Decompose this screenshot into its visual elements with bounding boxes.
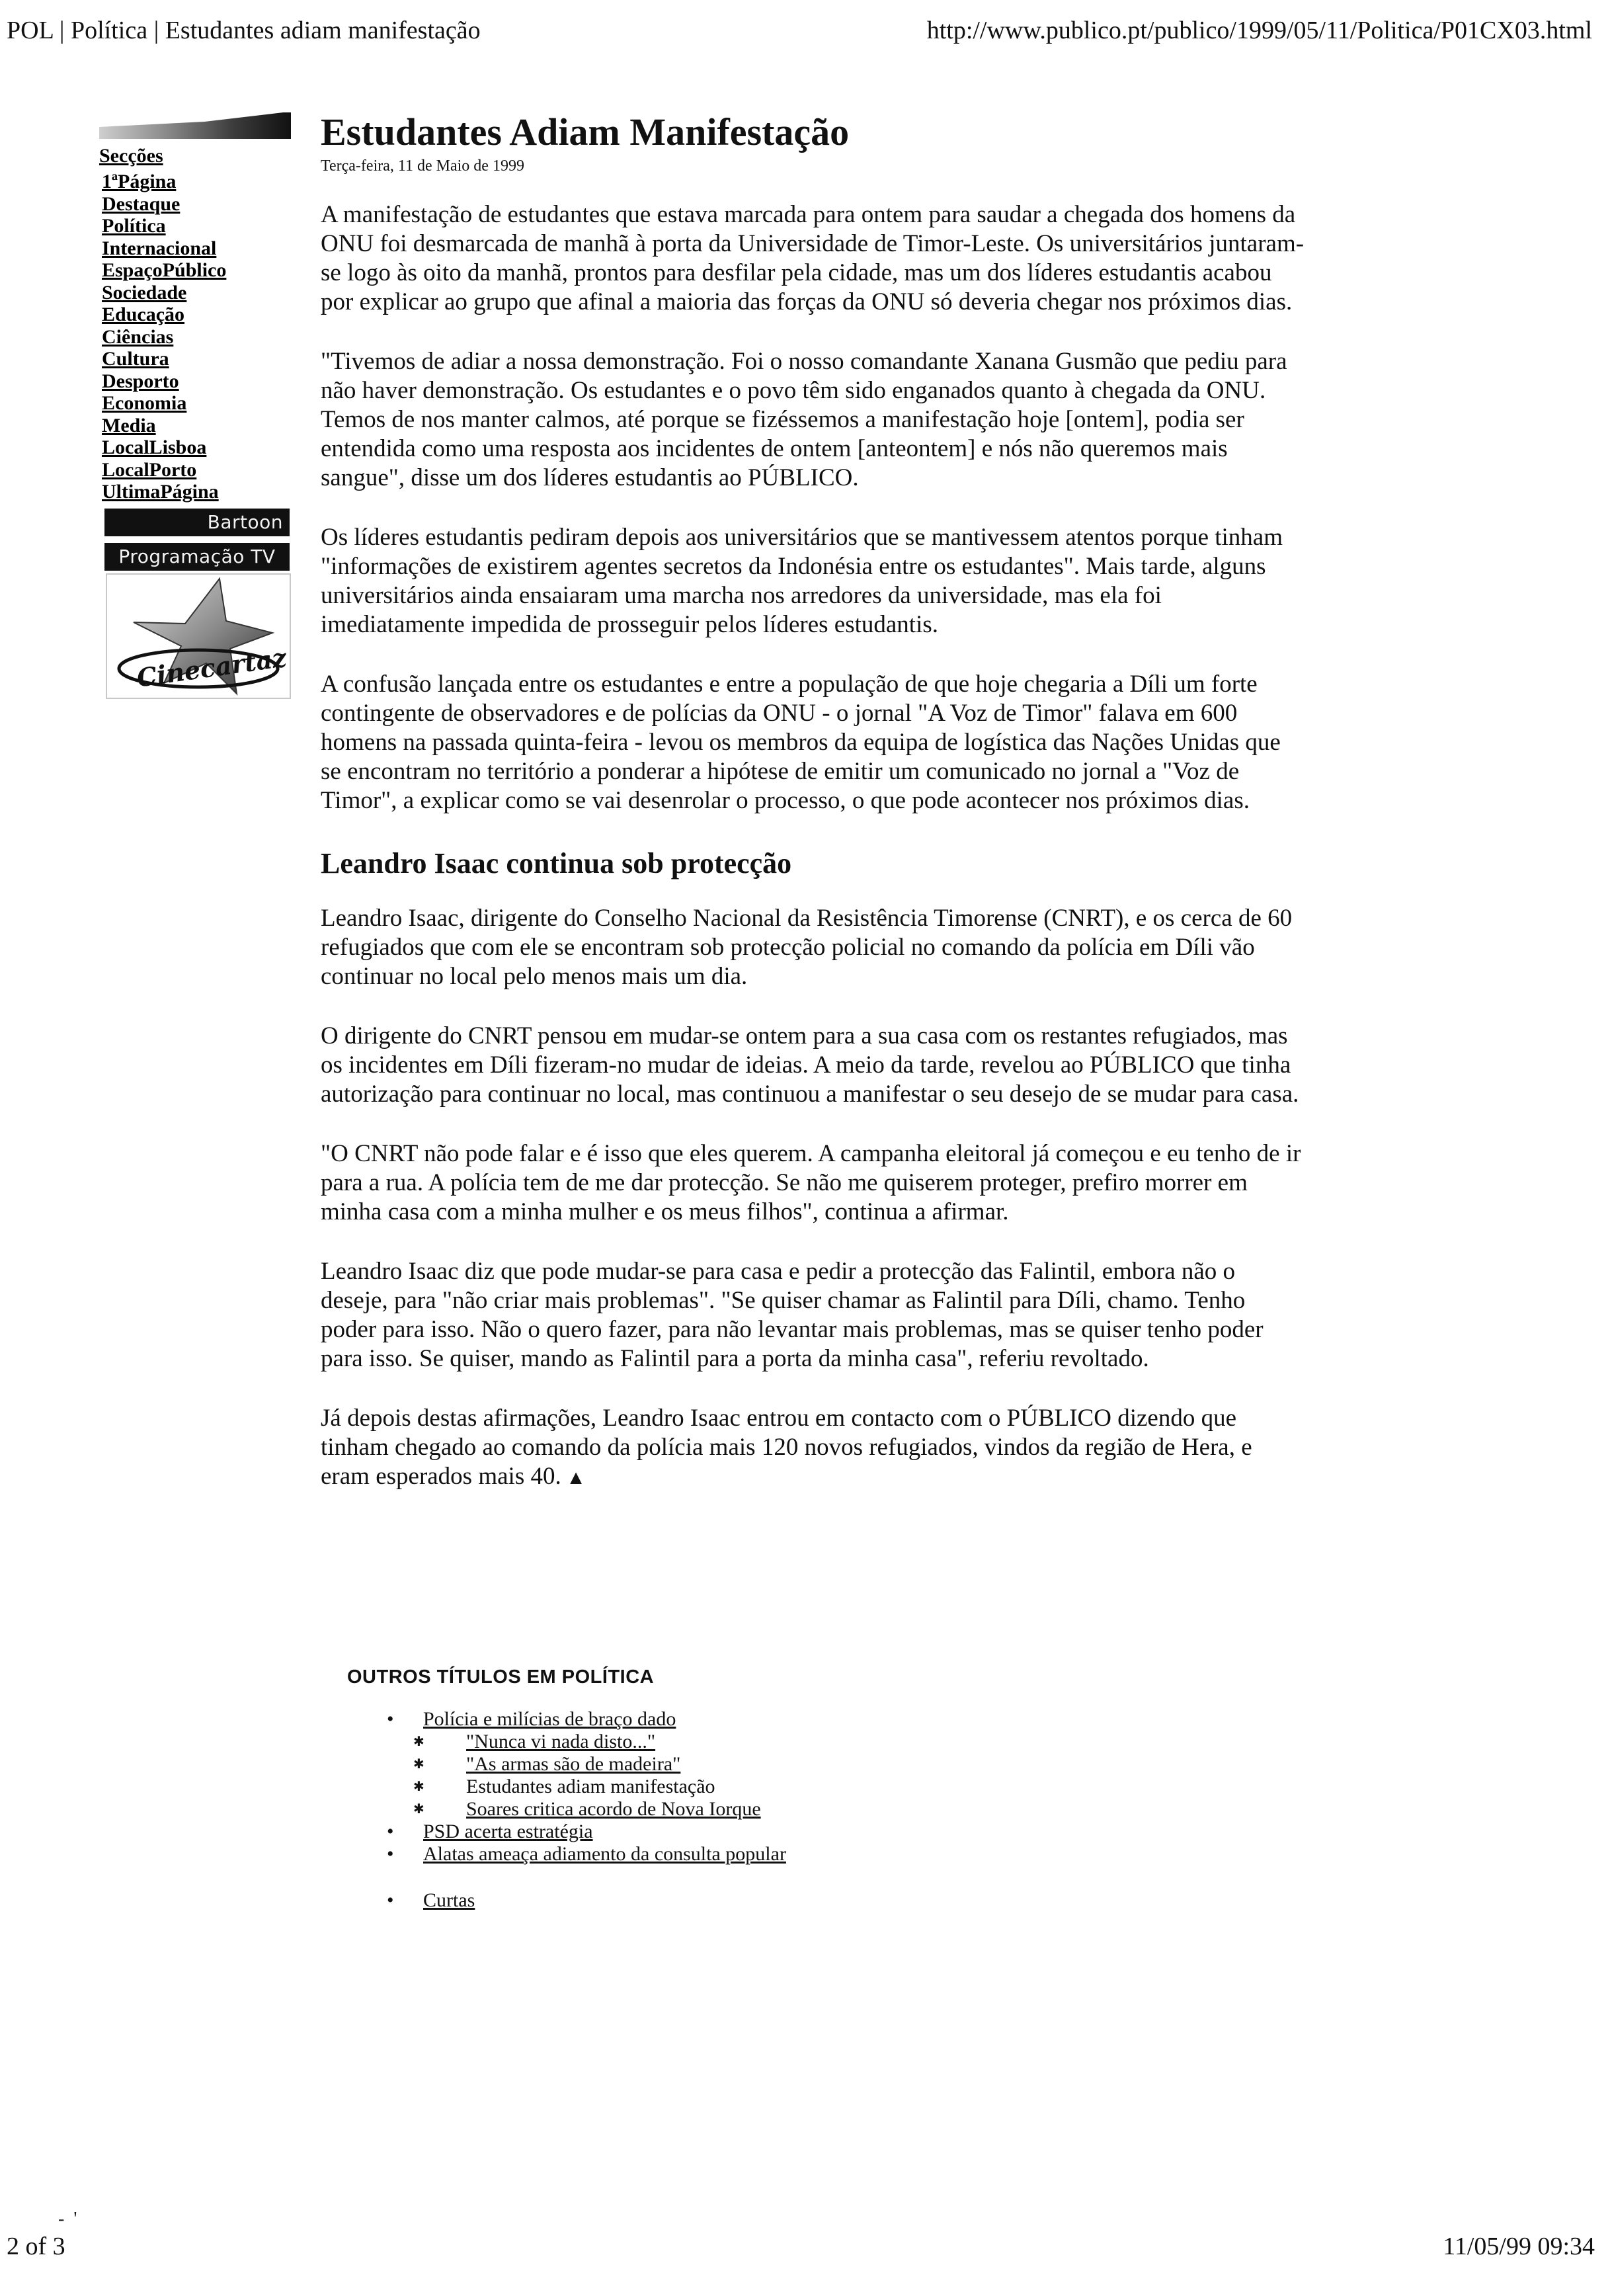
related-item[interactable]	[347, 1843, 1141, 1866]
bullet-icon: •	[387, 1708, 394, 1730]
related-item-label[interactable]: Curtas	[423, 1889, 475, 1911]
sidebar-item-13[interactable]: LocalPorto	[102, 458, 197, 481]
print-header-title: POL | Política | Estudantes adiam manifestação	[7, 17, 481, 44]
article-body-part-1	[321, 200, 1306, 815]
related-item[interactable]	[347, 1798, 1141, 1821]
sidebar-heading[interactable]: Secções	[99, 145, 163, 167]
bullet-icon: ✱	[413, 1757, 424, 1772]
article-paragraph: "Tivemos de adiar a nossa demonstração. Foi o nosso comandante Xanana Gusmão que pediu para não haver demonstração. Os estudantes e o povo têm sido enganados quanto à chegada da ONU. Temos de nos manter calmos, até porque se fizéssemos a manifestação hoje [ontem], podia ser entendida como uma resposta aos incidentes de ontem [anteontem] e nós não queremos mais sangue", disse um dos líderes estudantis ao PÚBLICO.	[321, 348, 1287, 491]
related-item[interactable]	[347, 1731, 1141, 1753]
sidebar-item-6[interactable]: Educação	[102, 304, 185, 325]
bullet-icon: •	[387, 1821, 394, 1842]
article-title: Estudantes Adiam Manifestação	[321, 110, 850, 153]
sidebar-section-list	[102, 171, 291, 503]
sections-sidebar	[99, 112, 291, 699]
related-item[interactable]	[347, 1708, 1141, 1731]
related-item-label[interactable]: "As armas são de madeira"	[466, 1753, 681, 1775]
article-paragraph: Os líderes estudantis pediram depois aos universitários que se mantivessem atentos porque tinham "informações de existirem agentes secretos da Indonésia entre os estudantes". Mais tarde, alguns universitários ainda ensaiaram uma marcha nos arredores da universidade, mas ela foi imediatamente impedida de prosseguir pelos líderes estudantis.	[321, 524, 1283, 638]
sidebar-item-7[interactable]: Ciências	[102, 325, 174, 348]
bullet-icon: ✱	[413, 1780, 424, 1794]
article-paragraph: Já depois destas afirmações, Leandro Isaac entrou em contacto com o PÚBLICO dizendo que tinham chegado ao comando da polícia mais 120 novos refugiados, vindos da região de Hera, e eram esperados mais 40. ▲	[321, 1405, 1252, 1490]
related-titles	[347, 1666, 1141, 1912]
related-item-label[interactable]: Soares critica acordo de Nova Iorque	[466, 1798, 761, 1820]
article-paragraph: "O CNRT não pode falar e é isso que eles querem. A campanha eleitoral já começou e eu tenho de ir para a rua. A polícia tem de me dar protecção. Se não me quiserem proteger, prefiro morrer em minha casa com a minha mulher e os meus filhos", continua a afirmar.	[321, 1140, 1301, 1225]
article	[321, 109, 1306, 1523]
sidebar-item-1[interactable]: Destaque	[102, 192, 181, 215]
sidebar-item-9[interactable]: Desporto	[102, 370, 179, 392]
scan-speck: - '	[58, 2209, 77, 2229]
related-item[interactable]	[347, 1753, 1141, 1776]
related-item-label: Estudantes adiam manifestação	[466, 1776, 715, 1797]
related-item-label[interactable]: Polícia e milícias de braço dado	[423, 1708, 676, 1730]
sidebar-item-5[interactable]: Sociedade	[102, 281, 187, 304]
related-titles-heading: OUTROS TÍTULOS EM POLÍTICA	[347, 1666, 655, 1688]
article-paragraph: O dirigente do CNRT pensou em mudar-se ontem para a sua casa com os restantes refugiados, mas os incidentes em Díli fizeram-no mudar de ideias. A meio da tarde, revelou ao PÚBLICO que tinha autorização para continuar no local, mas continuou a manifestar o seu desejo de se mudar para casa.	[321, 1022, 1299, 1108]
sidebar-item-10[interactable]: Economia	[102, 392, 187, 414]
sidebar-item-2[interactable]: Política	[102, 215, 166, 237]
article-paragraph: A confusão lançada entre os estudantes e entre a população de que hoje chegaria a Díli um forte contingente de observadores e de polícias da ONU - o jornal "A Voz de Timor" falava em 600 homens na passada quinta-feira - levou os membros da equipa de logística das Nações Unidas que se encontram no território a ponderar a hipótese de emitir um comunicado no jornal a "Voz de Timor", a explicar como se vai desenrolar o processo, o que pode acontecer nos próximos dias.	[321, 671, 1281, 814]
sidebar-item-3[interactable]: Internacional	[102, 237, 217, 259]
article-paragraph: A manifestação de estudantes que estava marcada para ontem para saudar a chegada dos homens da ONU foi desmarcada de manhã à porta da Universidade de Timor-Leste. Os universitários juntaram-se logo às oito da manhã, prontos para desfilar pela cidade, mas um dos líderes estudantis acabou por explicar ao grupo que afinal a maioria das forças da ONU só deveria chegar nos próximos dias.	[321, 201, 1305, 315]
related-item	[347, 1776, 1141, 1798]
print-footer-timestamp: 11/05/99 09:34	[1443, 2233, 1595, 2260]
sidebar-item-4[interactable]: EspaçoPúblico	[102, 259, 227, 281]
sidebar-item-11[interactable]: Media	[102, 414, 156, 436]
related-titles-list	[347, 1708, 1141, 1912]
bullet-icon: •	[387, 1843, 394, 1865]
sidebar-item-8[interactable]: Cultura	[102, 348, 169, 370]
related-item-label[interactable]: PSD acerta estratégia	[423, 1821, 593, 1842]
bartoon-button[interactable]: Bartoon	[104, 509, 290, 536]
cinecartaz-logo[interactable]	[106, 573, 291, 699]
article-subtitle: Leandro Isaac continua sob protecção	[321, 847, 792, 880]
related-item[interactable]	[347, 1821, 1141, 1843]
article-body-part-2	[321, 904, 1306, 1493]
article-paragraph: Leandro Isaac, dirigente do Conselho Nacional da Resistência Timorense (CNRT), e os cerca de 60 refugiados que com ele se encontram sob protecção policial no comando da polícia em Díli vão continuar no local pelo menos mais um dia.	[321, 905, 1293, 990]
sidebar-item-14[interactable]: UltimaPágina	[102, 481, 219, 503]
article-date: Terça-feira, 11 de Maio de 1999	[321, 157, 524, 175]
related-item[interactable]	[347, 1889, 1141, 1912]
sidebar-item-12[interactable]: LocalLisboa	[102, 436, 207, 458]
end-mark-icon: ▲	[561, 1467, 586, 1489]
print-header-url: http://www.publico.pt/publico/1999/05/11/Politica/P01CX03.html	[926, 17, 1592, 44]
article-paragraph: Leandro Isaac diz que pode mudar-se para casa e pedir a protecção das Falintil, embora não o deseje, para "não criar mais problemas". "Se quiser chamar as Falintil para Díli, chamo. Tenho poder para isso. Não o quero fazer, para não levantar mais problemas, mas se quiser tenho poder para isso. Se quiser, mando as Falintil para a porta da minha casa", referiu revoltado.	[321, 1258, 1264, 1372]
programacao-tv-button[interactable]: Programação TV	[104, 543, 290, 571]
related-item-label[interactable]: "Nunca vi nada disto..."	[466, 1731, 656, 1752]
cinecartaz-logo-text: Cinecartaz	[134, 641, 289, 693]
print-footer-page: 2 of 3	[7, 2233, 65, 2260]
sidebar-item-0[interactable]: 1ªPágina	[102, 171, 177, 192]
bullet-icon: ✱	[413, 1735, 424, 1749]
bullet-icon: ✱	[413, 1802, 424, 1817]
sidebar-header-bar	[99, 112, 291, 139]
bullet-icon: •	[387, 1889, 394, 1911]
related-item-label[interactable]: Alatas ameaça adiamento da consulta popular	[423, 1843, 786, 1865]
